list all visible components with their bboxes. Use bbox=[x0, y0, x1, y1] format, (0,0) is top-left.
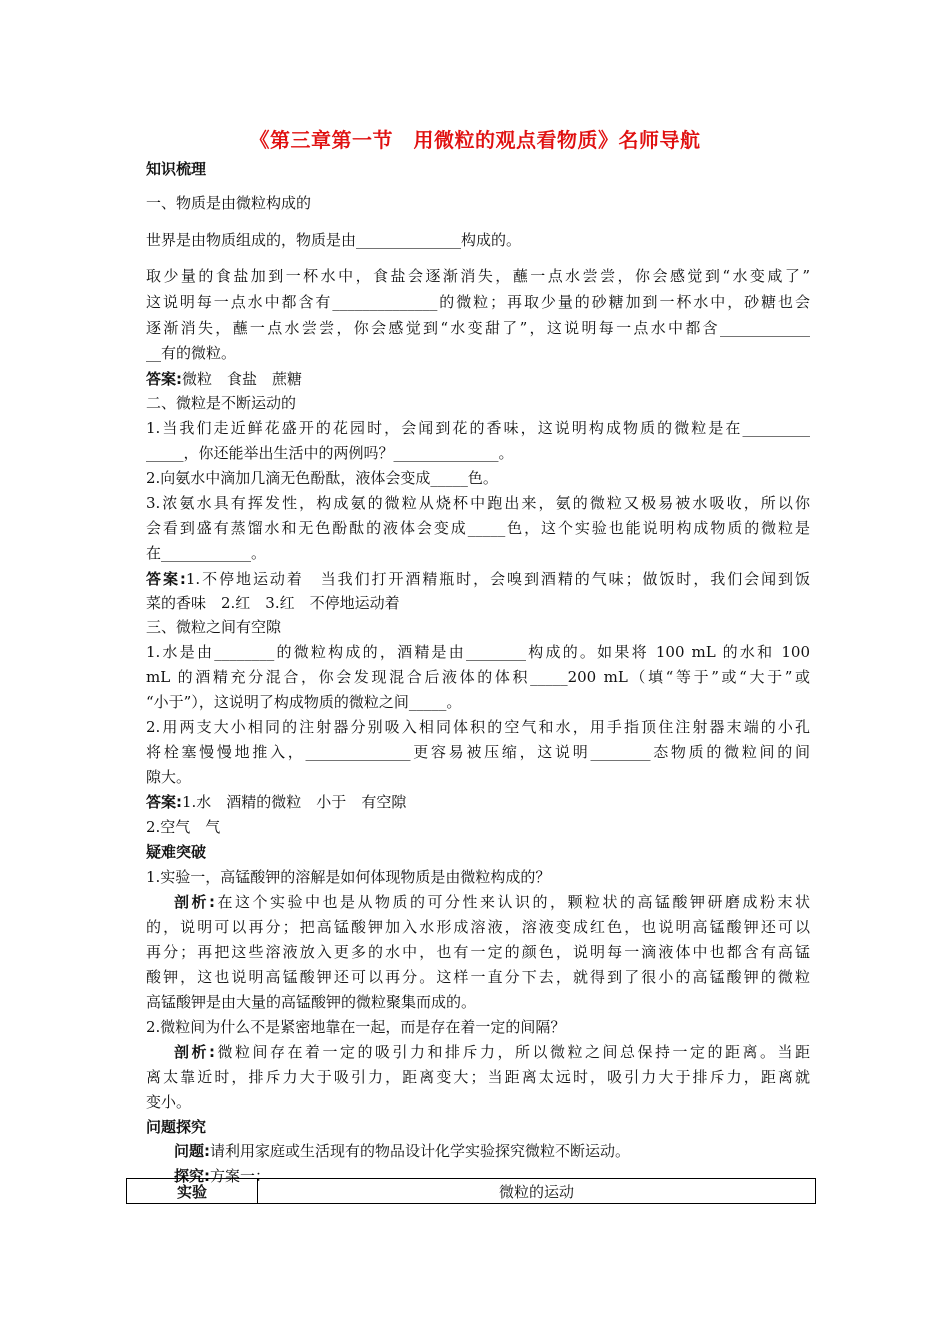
line-text: 离太靠近时，排斥力大于吸引力，距离变大；当距离太远时，吸引力大于排斥力，距离就 bbox=[146, 1068, 810, 1086]
text-line bbox=[146, 228, 810, 252]
line-text: 将栓塞慢慢地推入，______________更容易被压缩，这说明________态物质的微粒间的间 bbox=[146, 743, 810, 761]
text-line bbox=[146, 990, 810, 1014]
document-title: 《第三章第一节 用微粒的观点看物质》名师导航 bbox=[249, 128, 701, 152]
text-line bbox=[146, 367, 810, 391]
text-line bbox=[146, 466, 810, 490]
text-line bbox=[146, 416, 810, 440]
line-label: 剖析: bbox=[174, 893, 215, 911]
line-text: 酸钾，这也说明高锰酸钾还可以再分。这样一直分下去，就得到了很小的高锰酸钾的微粒 bbox=[146, 968, 810, 986]
line-text: 二、微粒是不断运动的 bbox=[146, 394, 297, 412]
text-line bbox=[146, 591, 810, 615]
line-text: 1.不停地运动着 当我们打开酒精瓶时，会嗅到酒精的气味；做饭时，我们会闻到饭 bbox=[185, 570, 811, 588]
line-text: 三、微粒之间有空隙 bbox=[146, 618, 282, 636]
line-text: 世界是由物质组成的，物质是由______________构成的。 bbox=[146, 231, 522, 249]
line-text: 变小。 bbox=[146, 1093, 192, 1111]
text-line bbox=[146, 690, 810, 714]
text-line bbox=[146, 1090, 810, 1114]
text-line bbox=[146, 316, 810, 340]
text-line bbox=[146, 516, 810, 540]
text-line bbox=[174, 1139, 810, 1163]
line-text: 疑难突破 bbox=[146, 843, 207, 861]
text-line bbox=[174, 890, 810, 914]
line-text: 这说明每一点水中都含有______________的微粒；再取少量的砂糖加到一杯水中，砂糖也会 bbox=[146, 293, 810, 311]
table-header-motion: 微粒的运动 bbox=[258, 1179, 816, 1204]
text-line bbox=[146, 541, 810, 565]
section-heading bbox=[146, 840, 810, 864]
line-text: 微粒间存在着一定的吸引力和排斥力，所以微粒之间总保持一定的距离。当距 bbox=[215, 1043, 810, 1061]
text-line bbox=[146, 1065, 810, 1089]
text-line bbox=[146, 191, 810, 215]
text-line bbox=[146, 940, 810, 964]
line-text: 在这个实验中也是从物质的可分性来认识的，颗粒状的高锰酸钾研磨成粉末状 bbox=[215, 893, 810, 911]
section-heading bbox=[146, 157, 810, 181]
text-line bbox=[146, 815, 810, 839]
text-line bbox=[146, 1015, 810, 1039]
line-text: 再分；再把这些溶液放入更多的水中，也有一定的颜色，说明每一滴液体中也都含有高锰 bbox=[146, 943, 810, 961]
line-text: 的，说明可以再分；把高锰酸钾加入水形成溶液，溶液变成红色，也说明高锰酸钾还可以 bbox=[146, 918, 810, 936]
text-line bbox=[146, 715, 810, 739]
line-text: 方案一： bbox=[210, 1167, 271, 1185]
text-line bbox=[146, 665, 810, 689]
text-line bbox=[146, 965, 810, 989]
line-text: 菜的香味 2.红 3.红 不停地运动着 bbox=[146, 594, 400, 612]
line-text: “小于”），这说明了构成物质的微粒之间_____。 bbox=[146, 693, 462, 711]
text-line bbox=[146, 441, 810, 465]
line-text: 高锰酸钾是由大量的高锰酸钾的微粒聚集而成的。 bbox=[146, 993, 477, 1011]
line-text: 逐渐消失，蘸一点水尝尝，你会感觉到“水变甜了”，这说明每一点水中都含____________ bbox=[146, 319, 810, 337]
line-text: _____，你还能举出生活中的两例吗？______________。 bbox=[146, 444, 514, 462]
line-text: 1.水是由________的微粒构成的，酒精是由________构成的。如果将 100 mL 的水和 100 bbox=[146, 643, 810, 661]
line-text: 会看到盛有蒸馏水和无色酚酞的液体会变成_____色，这个实验也能说明构成物质的微粒是 bbox=[146, 519, 810, 537]
text-line bbox=[146, 640, 810, 664]
line-text: 问题探究 bbox=[146, 1118, 207, 1136]
line-text: 1.水 酒精的微粒 小于 有空隙 bbox=[182, 793, 407, 811]
line-text: 在____________。 bbox=[146, 544, 267, 562]
line-label: 探究: bbox=[174, 1167, 210, 1185]
line-text: 请利用家庭或生活现有的物品设计化学实验探究微粒不断运动。 bbox=[210, 1142, 631, 1160]
line-text: 1.实验一，高锰酸钾的溶解是如何体现物质是由微粒构成的？ bbox=[146, 868, 551, 886]
line-label: 答案: bbox=[146, 793, 182, 811]
text-line bbox=[146, 790, 810, 814]
line-text: 隙大。 bbox=[146, 768, 192, 786]
text-line bbox=[146, 264, 810, 288]
table-row bbox=[127, 1179, 816, 1204]
section-heading bbox=[146, 1115, 810, 1139]
line-text: __有的微粒。 bbox=[146, 344, 237, 362]
text-line bbox=[146, 865, 810, 889]
line-text: 2.向氨水中滴加几滴无色酚酞，液体会变成_____色。 bbox=[146, 469, 498, 487]
text-line bbox=[146, 765, 810, 789]
text-line bbox=[146, 391, 810, 415]
line-label: 问题: bbox=[174, 1142, 210, 1160]
text-line bbox=[146, 341, 810, 365]
line-text: 微粒 食盐 蔗糖 bbox=[182, 370, 303, 388]
line-text: 知识梳理 bbox=[146, 160, 207, 178]
line-text: 1.当我们走近鲜花盛开的花园时，会闻到花的香味，这说明构成物质的微粒是在_________ bbox=[146, 419, 810, 437]
line-text: 2.空气 气 bbox=[146, 818, 221, 836]
text-line bbox=[146, 740, 810, 764]
line-text: 一、物质是由微粒构成的 bbox=[146, 194, 312, 212]
line-label: 答案: bbox=[146, 370, 182, 388]
line-text: 取少量的食盐加到一杯水中，食盐会逐渐消失，蘸一点水尝尝，你会感觉到“水变咸了” bbox=[146, 267, 810, 285]
line-label: 答案: bbox=[146, 570, 186, 588]
text-line bbox=[146, 615, 810, 639]
table-header-experiment: 实验 bbox=[127, 1179, 258, 1204]
line-text: 3.浓氨水具有挥发性，构成氨的微粒从烧杯中跑出来，氨的微粒又极易被水吸收，所以你 bbox=[146, 494, 810, 512]
text-line bbox=[146, 915, 810, 939]
text-line bbox=[146, 567, 810, 591]
line-text: mL 的酒精充分混合，你会发现混合后液体的体积_____200 mL（填“等于”或“大于”或 bbox=[146, 668, 810, 686]
text-line bbox=[174, 1040, 810, 1064]
line-text: 2.用两支大小相同的注射器分别吸入相同体积的空气和水，用手指顶住注射器末端的小孔 bbox=[146, 718, 810, 736]
line-text: 2.微粒间为什么不是紧密地靠在一起，而是存在着一定的间隔？ bbox=[146, 1018, 566, 1036]
experiment-table bbox=[126, 1178, 816, 1204]
text-line bbox=[146, 290, 810, 314]
text-line bbox=[146, 491, 810, 515]
line-label: 剖析: bbox=[174, 1043, 215, 1061]
